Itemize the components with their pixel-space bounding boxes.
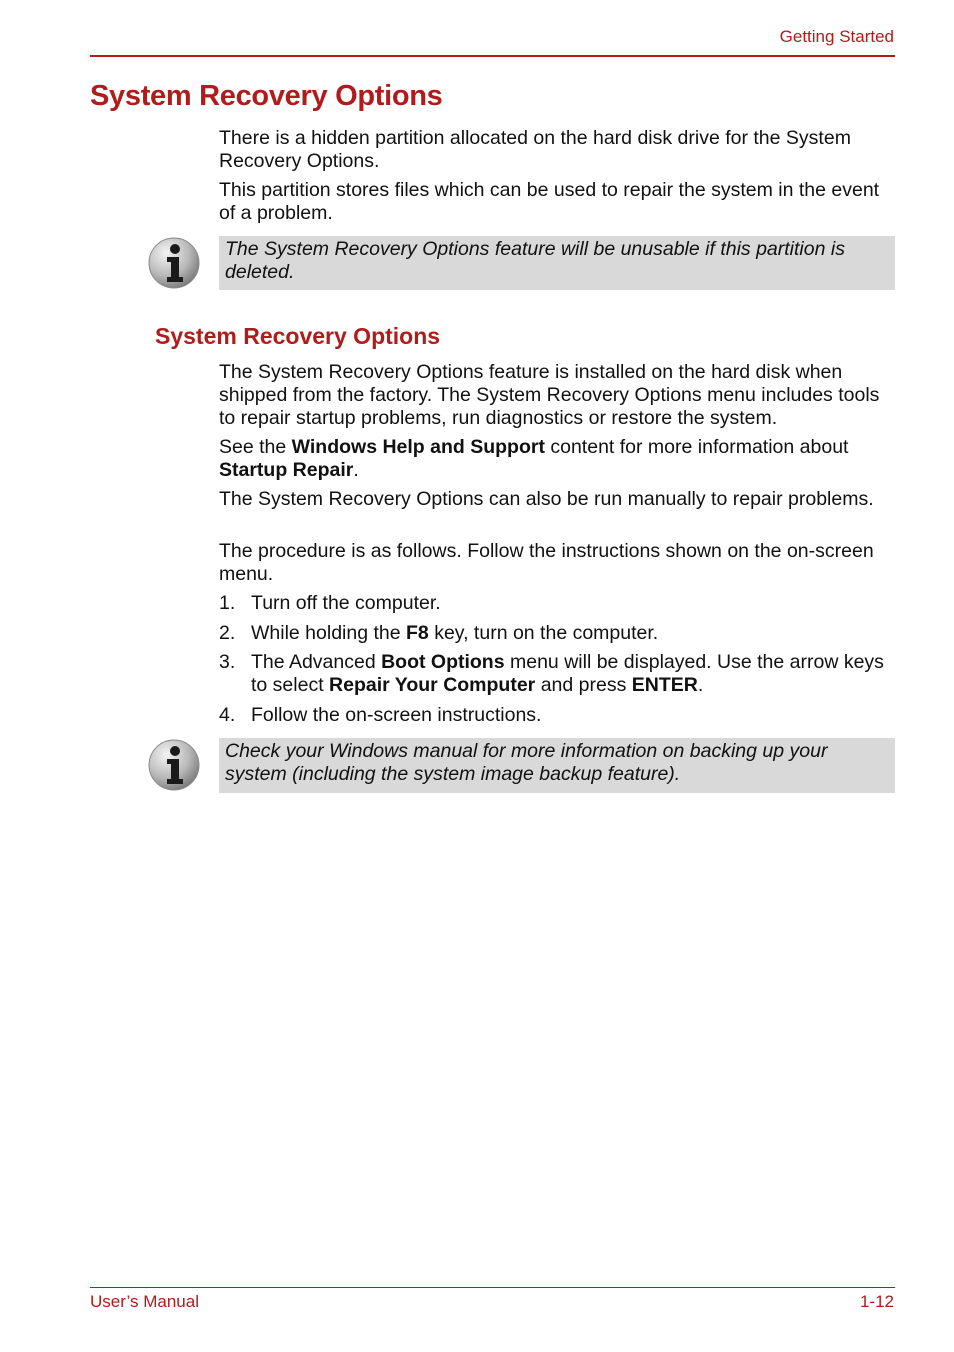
step-number-3: 3. [219, 651, 236, 673]
footer-rule [90, 1287, 895, 1288]
header-rule [90, 55, 895, 57]
header-section: Getting Started [779, 27, 894, 46]
note-box-2: Check your Windows manual for more information on backing up your system (including the system image backup feature). [219, 738, 895, 793]
page-title: System Recovery Options [90, 80, 443, 112]
body-paragraph-4: The procedure is as follows. Follow the instructions shown on the on-screen menu. [219, 540, 874, 585]
step-1: Turn off the computer. [251, 592, 441, 614]
info-icon [147, 738, 201, 792]
intro-paragraph-1: There is a hidden partition allocated on the hard disk drive for the System Recovery Options. [219, 127, 851, 172]
step-number-1: 1. [219, 592, 236, 614]
startup-repair-text: Startup Repair [219, 459, 354, 481]
body-paragraph-3: The System Recovery Options can also be run manually to repair problems. [219, 488, 874, 510]
windows-help-text: Windows Help and Support [291, 436, 545, 458]
info-icon [147, 236, 201, 290]
step-2: While holding the F8 key, turn on the computer. [251, 622, 659, 644]
step-number-4: 4. [219, 704, 236, 726]
intro-paragraph-2: This partition stores files which can be used to repair the system in the event of a problem. [219, 179, 880, 224]
footer-manual-title: User’s Manual [90, 1292, 199, 1311]
page-number: 1-12 [859, 1292, 894, 1311]
step-number-2: 2. [219, 622, 236, 644]
step-3: The Advanced Boot Options menu will be displayed. Use the arrow keys to select Repair Your Computer and press ENTER. [251, 651, 884, 696]
section-subtitle: System Recovery Options [155, 323, 441, 349]
body-paragraph-2: See the Windows Help and Support content for more information about Startup Repair. [219, 436, 849, 481]
step-4: Follow the on-screen instructions. [251, 704, 542, 726]
note-box-1: The System Recovery Options feature will be unusable if this partition is deleted. [219, 236, 895, 290]
body-paragraph-1: The System Recovery Options feature is installed on the hard disk when shipped from the factory. The System Recovery Options menu includes tools to repair startup problems, run diagnostics or restore the system. [219, 361, 880, 429]
